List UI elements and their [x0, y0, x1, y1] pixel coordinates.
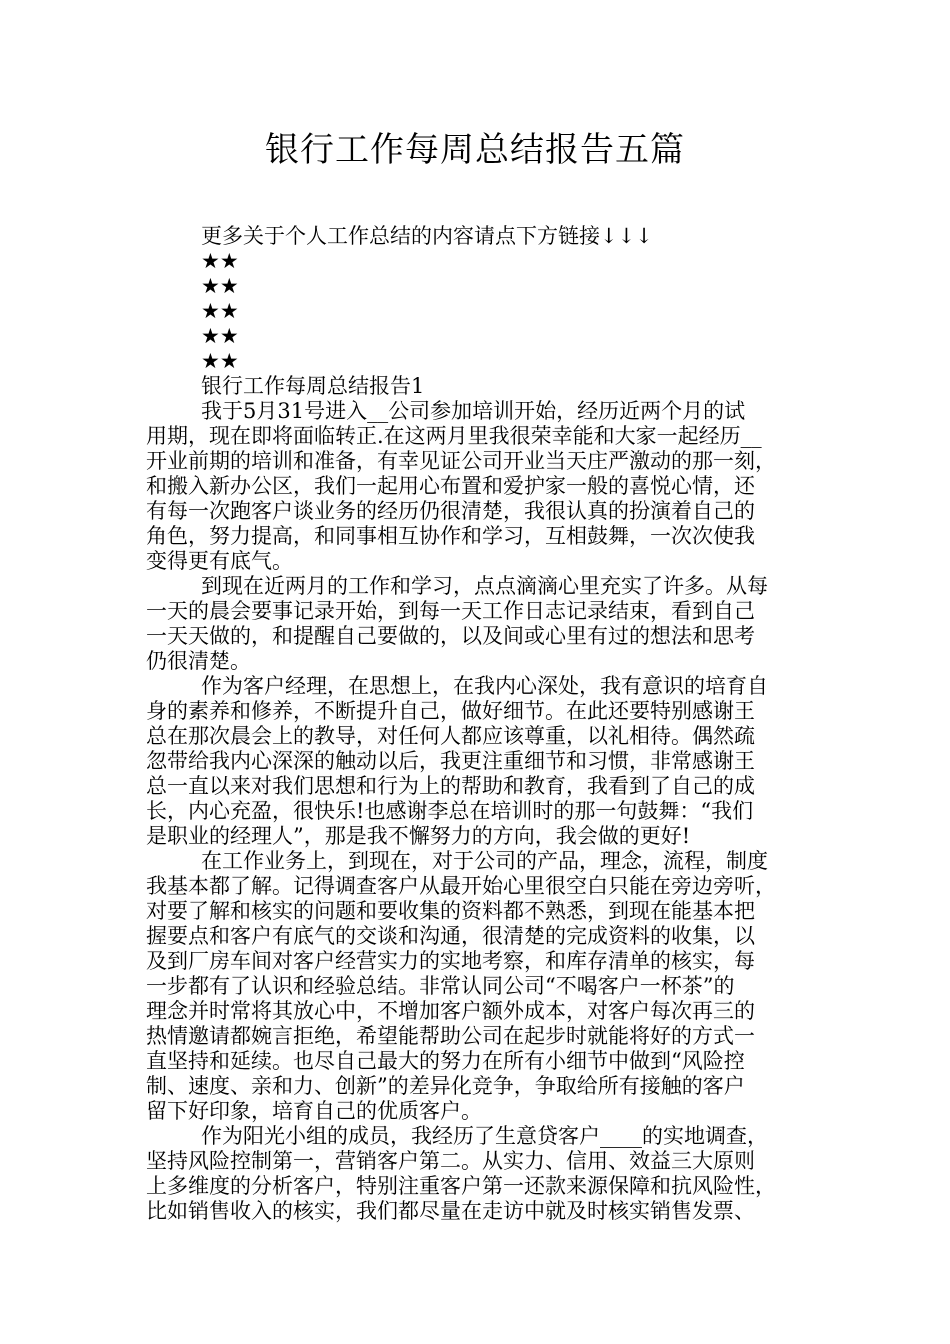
text-line: 热情邀请都婉言拒绝，希望能帮助公司在起步时就能将好的方式一 [146, 1024, 755, 1048]
document-body [146, 224, 820, 1224]
text-line: 忽带给我内心深深的触动以后，我更注重细节和习惯，非常感谢王 [146, 749, 755, 773]
text-line: 更多关于个人工作总结的内容请点下方链接↓↓↓ [201, 224, 653, 248]
text-line: 有每一次跑客户谈业务的经历仍很清楚，我很认真的扮演着自己的 [146, 499, 755, 523]
text-line: 仍很清楚。 [146, 649, 251, 673]
text-line: 长，内心充盈，很快乐!也感谢李总在培训时的那一句鼓舞：“我们 [146, 799, 754, 823]
star-decoration: ★★ [201, 324, 239, 348]
text-line: 比如销售收入的核实，我们都尽量在走访中就及时核实销售发票、 [146, 1199, 755, 1223]
text-line: 开业前期的培训和准备，有幸见证公司开业当天庄严激动的那一刻， [146, 449, 776, 473]
text-line: 总在那次晨会上的教导，对任何人都应该尊重，以礼相待。偶然疏 [146, 724, 755, 748]
text-line: 直坚持和延续。也尽自己最大的努力在所有小细节中做到“风险控 [146, 1049, 745, 1073]
text-line: 我基本都了解。记得调查客户从最开始心里很空白只能在旁边旁听， [146, 874, 776, 898]
text-line: 变得更有底气。 [146, 549, 293, 573]
text-line: 制、速度、亲和力、创新”的差异化竞争，争取给所有接触的客户 [146, 1074, 745, 1098]
star-decoration: ★★ [201, 299, 239, 323]
text-line: 总一直以来对我们思想和行为上的帮助和教育，我看到了自己的成 [146, 774, 755, 798]
text-line: 在工作业务上，到现在，对于公司的产品，理念，流程，制度 [201, 849, 768, 873]
text-line: 及到厂房车间对客户经营实力的实地考察，和库存清单的核实，每 [146, 949, 755, 973]
star-decoration: ★★ [201, 274, 239, 298]
text-line: 一天的晨会要事记录开始，到每一天工作日志记录结束，看到自己 [146, 599, 755, 623]
text-line: 我于5月31号进入__公司参加培训开始，经历近两个月的试 [201, 399, 746, 423]
text-line: 作为客户经理，在思想上，在我内心深处，我有意识的培育自 [201, 674, 768, 698]
text-line: 对要了解和核实的问题和要收集的资料都不熟悉，到现在能基本把 [146, 899, 755, 923]
text-line: 留下好印象，培育自己的优质客户。 [146, 1099, 482, 1123]
document-title: 银行工作每周总结报告五篇 [265, 130, 685, 170]
text-line: 到现在近两月的工作和学习，点点滴滴心里充实了许多。从每 [201, 574, 768, 598]
text-line: 和搬入新办公区，我们一起用心布置和爱护家一般的喜悦心情，还 [146, 474, 755, 498]
text-line: 握要点和客户有底气的交谈和沟通，很清楚的完成资料的收集，以 [146, 924, 755, 948]
text-line: 作为阳光小组的成员，我经历了生意贷客户____的实地调查， [201, 1124, 768, 1148]
text-line: 理念并时常将其放心中，不增加客户额外成本，对客户每次再三的 [146, 999, 755, 1023]
text-line: 银行工作每周总结报告1 [201, 374, 425, 398]
text-line: 角色，努力提高，和同事相互协作和学习，互相鼓舞，一次次使我 [146, 524, 755, 548]
text-line: 上多维度的分析客户，特别注重客户第一还款来源保障和抗风险性， [146, 1174, 776, 1198]
text-line: 一天天做的，和提醒自己要做的，以及间或心里有过的想法和思考 [146, 624, 755, 648]
text-line: 一步都有了认识和经验总结。非常认同公司“不喝客户一杯茶”的 [146, 974, 735, 998]
star-decoration: ★★ [201, 249, 239, 273]
text-line: 是职业的经理人”，那是我不懈努力的方向，我会做的更好! [146, 824, 691, 848]
text-line: 坚持风险控制第一，营销客户第二。从实力、信用、效益三大原则 [146, 1149, 755, 1173]
text-line: 用期，现在即将面临转正.在这两月里我很荣幸能和大家一起经历__ [146, 424, 762, 448]
text-line: 身的素养和修养，不断提升自己，做好细节。在此还要特别感谢王 [146, 699, 755, 723]
star-decoration: ★★ [201, 349, 239, 373]
